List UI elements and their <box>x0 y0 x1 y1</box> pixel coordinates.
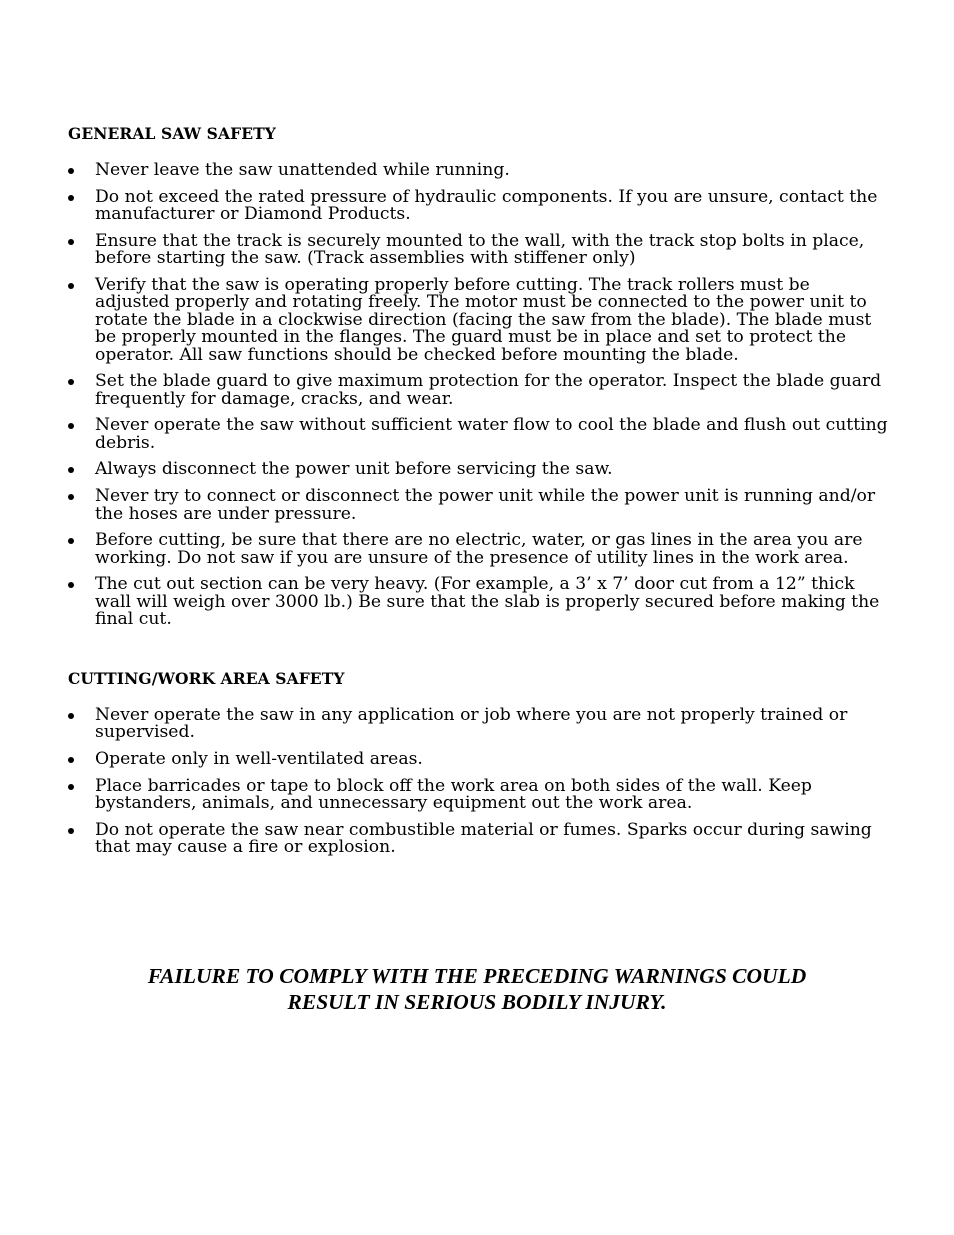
list-item <box>68 373 888 408</box>
list-item <box>68 576 888 628</box>
bullet-icon <box>68 467 74 473</box>
bullet-icon <box>68 784 74 790</box>
warning-line-2: RESULT IN SERIOUS BODILY INJURY. <box>287 990 667 1014</box>
list-item-text: Do not operate the saw near combustible material or fumes. Sparks occur during sawing that may cause a fire or explosion. <box>95 819 872 858</box>
bullet-icon <box>68 582 74 588</box>
list-item <box>68 417 888 452</box>
bullet-icon <box>68 757 74 763</box>
bullet-icon <box>68 379 74 385</box>
list-item-text: Never operate the saw in any application or job where you are not properly trained or supervised. <box>95 705 848 743</box>
bullet-icon <box>68 828 74 834</box>
bullet-icon <box>68 538 74 544</box>
list-item-text: Set the blade guard to give maximum protection for the operator. Inspect the blade guard frequently for damage, cracks, and wear. <box>95 371 882 409</box>
list-item <box>68 532 888 567</box>
list-item <box>68 751 888 768</box>
bullet-icon <box>68 713 74 719</box>
list-item <box>68 488 888 523</box>
bullet-icon <box>68 423 74 429</box>
list-item-text: Always disconnect the power unit before servicing the saw. <box>95 459 613 480</box>
list-item-text: Never leave the saw unattended while running. <box>95 160 510 180</box>
list-item <box>68 274 888 365</box>
warning-line-1: FAILURE TO COMPLY WITH THE PRECEDING WARNINGS COULD <box>147 964 807 988</box>
list-item <box>68 186 888 225</box>
list-item-text: Ensure that the track is securely mounted to the wall, with the track stop bolts in place, before starting the saw. (Track assemblies with stiffener only) <box>95 230 865 269</box>
list-item <box>68 162 888 179</box>
cutting-safety-list <box>68 707 888 866</box>
list-item-text: Place barricades or tape to block off the work area on both sides of the wall. Keep bystanders, animals, and unnecessary equipment out the work area. <box>95 775 812 814</box>
bullet-icon <box>68 239 74 245</box>
warning-notice <box>0 963 954 1015</box>
bullet-icon <box>68 283 74 289</box>
bullet-icon <box>68 168 74 174</box>
bullet-icon <box>68 494 74 500</box>
list-item <box>68 819 888 858</box>
list-item <box>68 775 888 814</box>
section-heading-general-saw-safety: GENERAL SAW SAFETY <box>68 124 276 143</box>
list-item-text: Never try to connect or disconnect the power unit while the power unit is running and/or the hoses are under pressure. <box>95 486 876 524</box>
list-item-text: The cut out section can be very heavy. (For example, a 3’ x 7’ door cut from a 12” thick wall will weigh over 3000 lb.) Be sure that the slab is properly secured before making the final cut. <box>95 574 880 630</box>
list-item <box>68 461 888 478</box>
list-item-text: Before cutting, be sure that there are no electric, water, or gas lines in the area you are working. Do not saw if you are unsure of the presence of utility lines in the work area. <box>95 530 863 568</box>
list-item-text: Do not exceed the rated pressure of hydraulic components. If you are unsure, contact the manufacturer or Diamond Products. <box>95 186 878 225</box>
section-heading-cutting-work-area-safety: CUTTING/WORK AREA SAFETY <box>68 669 345 688</box>
general-safety-list <box>68 162 888 638</box>
list-item-text: Operate only in well-ventilated areas. <box>95 749 423 770</box>
list-item-text: Never operate the saw without sufficient water flow to cool the blade and flush out cutting debris. <box>95 415 888 453</box>
list-item <box>68 230 888 269</box>
bullet-icon <box>68 195 74 201</box>
list-item <box>68 707 888 742</box>
list-item-text: Verify that the saw is operating properly before cutting. The track rollers must be adjusted properly and rotating freely. The motor must be connected to the power unit to rotate the blade in a clockwise direction (facing the saw from the blade). The blade must be properly mounted in the flanges. The guard must be in place and set to protect the operator. All saw functions should be checked before mounting the blade. <box>95 274 872 365</box>
